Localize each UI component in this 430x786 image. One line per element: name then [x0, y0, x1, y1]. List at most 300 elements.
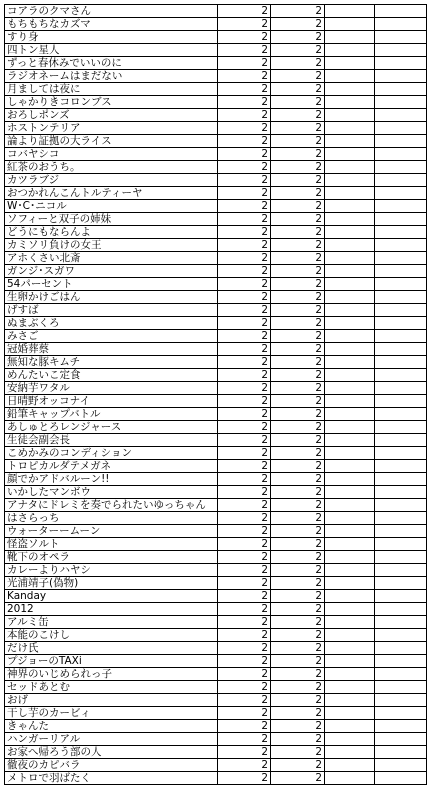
value-cell-1[interactable]: 2 [218, 395, 271, 408]
empty-cell-4[interactable] [375, 304, 427, 317]
value-cell-2[interactable]: 2 [271, 616, 325, 629]
name-cell[interactable]: あしゅとろレンジャース [5, 421, 218, 434]
value-cell-2[interactable]: 2 [271, 694, 325, 707]
name-cell[interactable]: ソフィーと双子の姉妹 [5, 213, 218, 226]
value-cell-2[interactable]: 2 [271, 577, 325, 590]
empty-cell-3[interactable] [325, 655, 375, 668]
empty-cell-3[interactable] [325, 265, 375, 278]
empty-cell-3[interactable] [325, 538, 375, 551]
empty-cell-3[interactable] [325, 304, 375, 317]
value-cell-1[interactable]: 2 [218, 616, 271, 629]
value-cell-2[interactable]: 2 [271, 603, 325, 616]
value-cell-1[interactable]: 2 [218, 239, 271, 252]
name-cell[interactable]: お家へ帰ろう部の人 [5, 746, 218, 759]
name-cell[interactable]: メトロで羽ばたく [5, 772, 218, 785]
empty-cell-4[interactable] [375, 57, 427, 70]
value-cell-1[interactable]: 2 [218, 57, 271, 70]
name-cell[interactable]: 生卵かけごはん [5, 291, 218, 304]
value-cell-1[interactable]: 2 [218, 265, 271, 278]
empty-cell-4[interactable] [375, 564, 427, 577]
empty-cell-4[interactable] [375, 707, 427, 720]
empty-cell-3[interactable] [325, 551, 375, 564]
value-cell-2[interactable]: 2 [271, 343, 325, 356]
value-cell-1[interactable]: 2 [218, 317, 271, 330]
name-cell[interactable]: 冠婚葬蔡 [5, 343, 218, 356]
value-cell-2[interactable]: 2 [271, 447, 325, 460]
empty-cell-3[interactable] [325, 135, 375, 148]
value-cell-1[interactable]: 2 [218, 603, 271, 616]
value-cell-1[interactable]: 2 [218, 525, 271, 538]
value-cell-2[interactable]: 2 [271, 421, 325, 434]
name-cell[interactable]: カミソリ負けの女王 [5, 239, 218, 252]
name-cell[interactable]: W･C･ニコル [5, 200, 218, 213]
empty-cell-3[interactable] [325, 603, 375, 616]
name-cell[interactable]: おつかれんこんトルティーヤ [5, 187, 218, 200]
value-cell-2[interactable]: 2 [271, 733, 325, 746]
name-cell[interactable]: 靴下のオペラ [5, 551, 218, 564]
value-cell-2[interactable]: 2 [271, 538, 325, 551]
value-cell-2[interactable]: 2 [271, 70, 325, 83]
name-cell[interactable]: ラジオネームはまだない [5, 70, 218, 83]
empty-cell-4[interactable] [375, 369, 427, 382]
name-cell[interactable]: おげ [5, 694, 218, 707]
name-cell[interactable]: 本能のこけし [5, 629, 218, 642]
value-cell-1[interactable]: 2 [218, 577, 271, 590]
empty-cell-3[interactable] [325, 330, 375, 343]
name-cell[interactable]: プジョーのTAXi [5, 655, 218, 668]
name-cell[interactable]: 神界のいじめられっ子 [5, 668, 218, 681]
value-cell-2[interactable]: 2 [271, 460, 325, 473]
name-cell[interactable]: みさご [5, 330, 218, 343]
value-cell-1[interactable]: 2 [218, 161, 271, 174]
empty-cell-4[interactable] [375, 330, 427, 343]
name-cell[interactable]: 日晴野オッコナイ [5, 395, 218, 408]
value-cell-2[interactable]: 2 [271, 109, 325, 122]
value-cell-1[interactable]: 2 [218, 330, 271, 343]
value-cell-1[interactable]: 2 [218, 148, 271, 161]
value-cell-1[interactable]: 2 [218, 226, 271, 239]
empty-cell-4[interactable] [375, 681, 427, 694]
empty-cell-3[interactable] [325, 70, 375, 83]
value-cell-1[interactable]: 2 [218, 590, 271, 603]
value-cell-2[interactable]: 2 [271, 317, 325, 330]
empty-cell-4[interactable] [375, 291, 427, 304]
empty-cell-3[interactable] [325, 291, 375, 304]
empty-cell-4[interactable] [375, 382, 427, 395]
empty-cell-4[interactable] [375, 187, 427, 200]
value-cell-2[interactable]: 2 [271, 564, 325, 577]
empty-cell-3[interactable] [325, 5, 375, 18]
empty-cell-4[interactable] [375, 642, 427, 655]
empty-cell-3[interactable] [325, 213, 375, 226]
empty-cell-3[interactable] [325, 525, 375, 538]
empty-cell-4[interactable] [375, 447, 427, 460]
empty-cell-3[interactable] [325, 382, 375, 395]
value-cell-2[interactable]: 2 [271, 18, 325, 31]
empty-cell-3[interactable] [325, 473, 375, 486]
empty-cell-4[interactable] [375, 499, 427, 512]
value-cell-2[interactable]: 2 [271, 96, 325, 109]
value-cell-2[interactable]: 2 [271, 200, 325, 213]
name-cell[interactable]: 徹夜のカピバラ [5, 759, 218, 772]
value-cell-1[interactable]: 2 [218, 733, 271, 746]
value-cell-1[interactable]: 2 [218, 486, 271, 499]
value-cell-2[interactable]: 2 [271, 772, 325, 785]
value-cell-2[interactable]: 2 [271, 369, 325, 382]
value-cell-1[interactable]: 2 [218, 278, 271, 291]
value-cell-1[interactable]: 2 [218, 642, 271, 655]
empty-cell-4[interactable] [375, 122, 427, 135]
value-cell-1[interactable]: 2 [218, 746, 271, 759]
empty-cell-3[interactable] [325, 733, 375, 746]
name-cell[interactable]: カツラブジ [5, 174, 218, 187]
empty-cell-4[interactable] [375, 148, 427, 161]
value-cell-2[interactable]: 2 [271, 629, 325, 642]
name-cell[interactable]: 四トン星人 [5, 44, 218, 57]
empty-cell-4[interactable] [375, 694, 427, 707]
value-cell-1[interactable]: 2 [218, 291, 271, 304]
empty-cell-3[interactable] [325, 772, 375, 785]
value-cell-2[interactable]: 2 [271, 473, 325, 486]
value-cell-1[interactable]: 2 [218, 772, 271, 785]
name-cell[interactable]: アナタにドレミを奏でられたいゆっちゃん [5, 499, 218, 512]
empty-cell-3[interactable] [325, 122, 375, 135]
empty-cell-4[interactable] [375, 603, 427, 616]
empty-cell-4[interactable] [375, 486, 427, 499]
name-cell[interactable]: ハンガーリアル [5, 733, 218, 746]
empty-cell-4[interactable] [375, 356, 427, 369]
value-cell-1[interactable]: 2 [218, 668, 271, 681]
empty-cell-3[interactable] [325, 616, 375, 629]
value-cell-1[interactable]: 2 [218, 304, 271, 317]
empty-cell-4[interactable] [375, 616, 427, 629]
empty-cell-4[interactable] [375, 395, 427, 408]
name-cell[interactable]: しゃかりきコロンブス [5, 96, 218, 109]
empty-cell-3[interactable] [325, 31, 375, 44]
empty-cell-3[interactable] [325, 460, 375, 473]
value-cell-2[interactable]: 2 [271, 668, 325, 681]
value-cell-1[interactable]: 2 [218, 694, 271, 707]
empty-cell-3[interactable] [325, 707, 375, 720]
value-cell-2[interactable]: 2 [271, 174, 325, 187]
empty-cell-3[interactable] [325, 395, 375, 408]
name-cell[interactable]: 生徒会副会長 [5, 434, 218, 447]
empty-cell-3[interactable] [325, 109, 375, 122]
value-cell-1[interactable]: 2 [218, 174, 271, 187]
value-cell-1[interactable]: 2 [218, 213, 271, 226]
empty-cell-4[interactable] [375, 668, 427, 681]
value-cell-2[interactable]: 2 [271, 226, 325, 239]
name-cell[interactable]: げすば [5, 304, 218, 317]
name-cell[interactable]: 無知な豚キムチ [5, 356, 218, 369]
empty-cell-3[interactable] [325, 720, 375, 733]
empty-cell-3[interactable] [325, 369, 375, 382]
value-cell-1[interactable]: 2 [218, 18, 271, 31]
empty-cell-4[interactable] [375, 213, 427, 226]
name-cell[interactable]: すり身 [5, 31, 218, 44]
name-cell[interactable]: どうにもならんよ [5, 226, 218, 239]
empty-cell-4[interactable] [375, 746, 427, 759]
empty-cell-4[interactable] [375, 96, 427, 109]
empty-cell-4[interactable] [375, 31, 427, 44]
empty-cell-3[interactable] [325, 57, 375, 70]
value-cell-1[interactable]: 2 [218, 356, 271, 369]
value-cell-1[interactable]: 2 [218, 5, 271, 18]
value-cell-2[interactable]: 2 [271, 551, 325, 564]
name-cell[interactable]: 干し芋のカービィ [5, 707, 218, 720]
empty-cell-3[interactable] [325, 577, 375, 590]
value-cell-2[interactable]: 2 [271, 382, 325, 395]
name-cell[interactable]: 鉛筆キャップバトル [5, 408, 218, 421]
name-cell[interactable]: アルミ缶 [5, 616, 218, 629]
value-cell-2[interactable]: 2 [271, 135, 325, 148]
empty-cell-3[interactable] [325, 642, 375, 655]
empty-cell-4[interactable] [375, 460, 427, 473]
empty-cell-4[interactable] [375, 252, 427, 265]
name-cell[interactable]: 怪盗ソルト [5, 538, 218, 551]
value-cell-2[interactable]: 2 [271, 122, 325, 135]
name-cell[interactable]: 論より証拠の大ライス [5, 135, 218, 148]
empty-cell-3[interactable] [325, 18, 375, 31]
value-cell-1[interactable]: 2 [218, 447, 271, 460]
name-cell[interactable]: いかしたマンボウ [5, 486, 218, 499]
value-cell-1[interactable]: 2 [218, 629, 271, 642]
value-cell-2[interactable]: 2 [271, 239, 325, 252]
empty-cell-4[interactable] [375, 265, 427, 278]
value-cell-1[interactable]: 2 [218, 83, 271, 96]
value-cell-2[interactable]: 2 [271, 44, 325, 57]
empty-cell-4[interactable] [375, 5, 427, 18]
empty-cell-4[interactable] [375, 772, 427, 785]
empty-cell-3[interactable] [325, 200, 375, 213]
value-cell-1[interactable]: 2 [218, 564, 271, 577]
empty-cell-3[interactable] [325, 486, 375, 499]
empty-cell-3[interactable] [325, 434, 375, 447]
name-cell[interactable]: アホくさい北斎 [5, 252, 218, 265]
empty-cell-3[interactable] [325, 252, 375, 265]
name-cell[interactable]: 紅茶のおうち。 [5, 161, 218, 174]
value-cell-1[interactable]: 2 [218, 460, 271, 473]
empty-cell-3[interactable] [325, 83, 375, 96]
empty-cell-3[interactable] [325, 148, 375, 161]
value-cell-2[interactable]: 2 [271, 720, 325, 733]
value-cell-2[interactable]: 2 [271, 434, 325, 447]
empty-cell-3[interactable] [325, 681, 375, 694]
empty-cell-3[interactable] [325, 343, 375, 356]
empty-cell-4[interactable] [375, 174, 427, 187]
empty-cell-3[interactable] [325, 746, 375, 759]
value-cell-1[interactable]: 2 [218, 759, 271, 772]
empty-cell-4[interactable] [375, 590, 427, 603]
empty-cell-4[interactable] [375, 473, 427, 486]
value-cell-2[interactable]: 2 [271, 408, 325, 421]
name-cell[interactable]: おろしポンズ [5, 109, 218, 122]
value-cell-1[interactable]: 2 [218, 135, 271, 148]
value-cell-1[interactable]: 2 [218, 551, 271, 564]
value-cell-2[interactable]: 2 [271, 291, 325, 304]
empty-cell-4[interactable] [375, 434, 427, 447]
empty-cell-4[interactable] [375, 655, 427, 668]
value-cell-2[interactable]: 2 [271, 213, 325, 226]
empty-cell-3[interactable] [325, 668, 375, 681]
value-cell-2[interactable]: 2 [271, 252, 325, 265]
empty-cell-3[interactable] [325, 590, 375, 603]
name-cell[interactable]: セッドあとむ [5, 681, 218, 694]
empty-cell-4[interactable] [375, 161, 427, 174]
value-cell-1[interactable]: 2 [218, 382, 271, 395]
value-cell-1[interactable]: 2 [218, 44, 271, 57]
empty-cell-4[interactable] [375, 109, 427, 122]
empty-cell-3[interactable] [325, 421, 375, 434]
value-cell-2[interactable]: 2 [271, 304, 325, 317]
name-cell[interactable]: めんたいこ定食 [5, 369, 218, 382]
value-cell-1[interactable]: 2 [218, 187, 271, 200]
name-cell[interactable]: だけ氏 [5, 642, 218, 655]
empty-cell-3[interactable] [325, 96, 375, 109]
empty-cell-4[interactable] [375, 239, 427, 252]
value-cell-1[interactable]: 2 [218, 681, 271, 694]
empty-cell-4[interactable] [375, 343, 427, 356]
value-cell-2[interactable]: 2 [271, 330, 325, 343]
name-cell[interactable]: 2012 [5, 603, 218, 616]
empty-cell-3[interactable] [325, 512, 375, 525]
name-cell[interactable]: ウォーターームーン [5, 525, 218, 538]
name-cell[interactable]: 54パーセント [5, 278, 218, 291]
empty-cell-4[interactable] [375, 538, 427, 551]
name-cell[interactable]: はさらっち [5, 512, 218, 525]
value-cell-2[interactable]: 2 [271, 187, 325, 200]
name-cell[interactable]: もちもちなカズマ [5, 18, 218, 31]
empty-cell-3[interactable] [325, 44, 375, 57]
name-cell[interactable]: ずっと春休みでいいのに [5, 57, 218, 70]
name-cell[interactable]: 光浦靖子(偽物) [5, 577, 218, 590]
empty-cell-3[interactable] [325, 564, 375, 577]
value-cell-1[interactable]: 2 [218, 408, 271, 421]
empty-cell-4[interactable] [375, 525, 427, 538]
name-cell[interactable]: Kanday [5, 590, 218, 603]
name-cell[interactable]: 顔でかアドバルーン!! [5, 473, 218, 486]
empty-cell-3[interactable] [325, 317, 375, 330]
value-cell-2[interactable]: 2 [271, 265, 325, 278]
value-cell-1[interactable]: 2 [218, 538, 271, 551]
empty-cell-3[interactable] [325, 356, 375, 369]
value-cell-1[interactable]: 2 [218, 655, 271, 668]
value-cell-2[interactable]: 2 [271, 525, 325, 538]
value-cell-2[interactable]: 2 [271, 681, 325, 694]
empty-cell-3[interactable] [325, 239, 375, 252]
value-cell-2[interactable]: 2 [271, 161, 325, 174]
value-cell-1[interactable]: 2 [218, 369, 271, 382]
name-cell[interactable]: ホストンテリア [5, 122, 218, 135]
empty-cell-4[interactable] [375, 18, 427, 31]
value-cell-2[interactable]: 2 [271, 746, 325, 759]
value-cell-1[interactable]: 2 [218, 200, 271, 213]
value-cell-1[interactable]: 2 [218, 31, 271, 44]
empty-cell-3[interactable] [325, 161, 375, 174]
empty-cell-4[interactable] [375, 759, 427, 772]
value-cell-1[interactable]: 2 [218, 109, 271, 122]
empty-cell-4[interactable] [375, 720, 427, 733]
value-cell-1[interactable]: 2 [218, 499, 271, 512]
empty-cell-4[interactable] [375, 135, 427, 148]
empty-cell-4[interactable] [375, 317, 427, 330]
value-cell-2[interactable]: 2 [271, 499, 325, 512]
value-cell-2[interactable]: 2 [271, 707, 325, 720]
value-cell-1[interactable]: 2 [218, 434, 271, 447]
value-cell-1[interactable]: 2 [218, 473, 271, 486]
empty-cell-4[interactable] [375, 408, 427, 421]
empty-cell-4[interactable] [375, 44, 427, 57]
value-cell-1[interactable]: 2 [218, 421, 271, 434]
value-cell-1[interactable]: 2 [218, 122, 271, 135]
empty-cell-4[interactable] [375, 629, 427, 642]
empty-cell-3[interactable] [325, 226, 375, 239]
value-cell-2[interactable]: 2 [271, 5, 325, 18]
value-cell-2[interactable]: 2 [271, 395, 325, 408]
empty-cell-3[interactable] [325, 759, 375, 772]
value-cell-1[interactable]: 2 [218, 252, 271, 265]
empty-cell-3[interactable] [325, 408, 375, 421]
value-cell-1[interactable]: 2 [218, 343, 271, 356]
empty-cell-4[interactable] [375, 512, 427, 525]
name-cell[interactable]: 月ましては夜に [5, 83, 218, 96]
value-cell-2[interactable]: 2 [271, 356, 325, 369]
name-cell[interactable]: コバヤシコ [5, 148, 218, 161]
value-cell-1[interactable]: 2 [218, 512, 271, 525]
empty-cell-3[interactable] [325, 174, 375, 187]
name-cell[interactable]: ガンジ･スガワ [5, 265, 218, 278]
value-cell-2[interactable]: 2 [271, 512, 325, 525]
value-cell-1[interactable]: 2 [218, 720, 271, 733]
empty-cell-4[interactable] [375, 551, 427, 564]
empty-cell-3[interactable] [325, 278, 375, 291]
value-cell-2[interactable]: 2 [271, 486, 325, 499]
name-cell[interactable]: コアラのクマさん [5, 5, 218, 18]
value-cell-2[interactable]: 2 [271, 655, 325, 668]
empty-cell-3[interactable] [325, 187, 375, 200]
value-cell-1[interactable]: 2 [218, 70, 271, 83]
name-cell[interactable]: ぬまぶくろ [5, 317, 218, 330]
empty-cell-3[interactable] [325, 499, 375, 512]
value-cell-2[interactable]: 2 [271, 31, 325, 44]
empty-cell-4[interactable] [375, 83, 427, 96]
value-cell-2[interactable]: 2 [271, 590, 325, 603]
empty-cell-4[interactable] [375, 278, 427, 291]
name-cell[interactable]: トロピカルダテメガネ [5, 460, 218, 473]
empty-cell-4[interactable] [375, 421, 427, 434]
name-cell[interactable]: こめかみのコンディション [5, 447, 218, 460]
empty-cell-4[interactable] [375, 733, 427, 746]
empty-cell-3[interactable] [325, 694, 375, 707]
value-cell-2[interactable]: 2 [271, 148, 325, 161]
empty-cell-3[interactable] [325, 629, 375, 642]
value-cell-1[interactable]: 2 [218, 96, 271, 109]
empty-cell-4[interactable] [375, 200, 427, 213]
empty-cell-4[interactable] [375, 70, 427, 83]
name-cell[interactable]: きゃんた [5, 720, 218, 733]
empty-cell-4[interactable] [375, 226, 427, 239]
empty-cell-4[interactable] [375, 577, 427, 590]
value-cell-2[interactable]: 2 [271, 759, 325, 772]
name-cell[interactable]: 安納芋ワタル [5, 382, 218, 395]
value-cell-2[interactable]: 2 [271, 83, 325, 96]
value-cell-2[interactable]: 2 [271, 642, 325, 655]
empty-cell-3[interactable] [325, 447, 375, 460]
value-cell-1[interactable]: 2 [218, 707, 271, 720]
name-cell[interactable]: カレーよりハヤシ [5, 564, 218, 577]
value-cell-2[interactable]: 2 [271, 57, 325, 70]
value-cell-2[interactable]: 2 [271, 278, 325, 291]
